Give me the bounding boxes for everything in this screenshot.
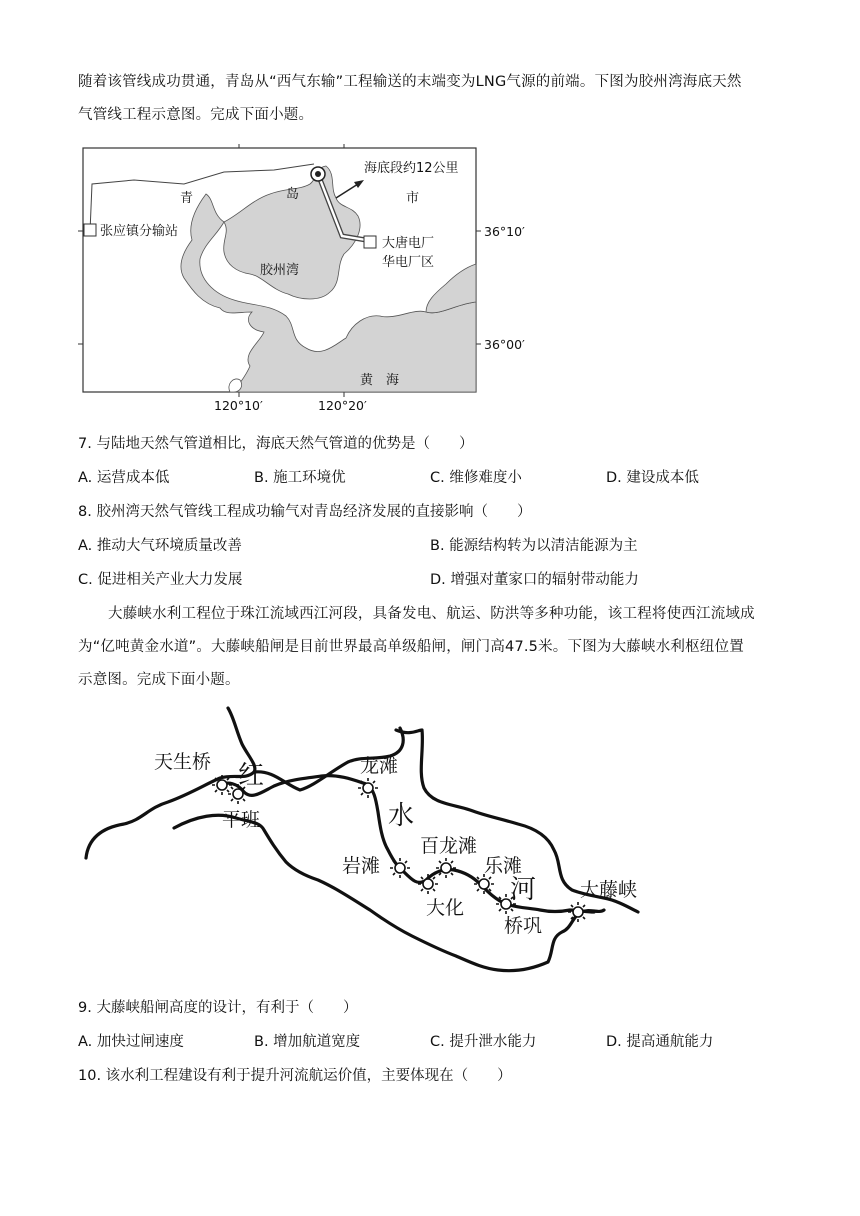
dam-icon (568, 902, 588, 922)
label-he: 河 (510, 875, 537, 905)
label-plant1: 大唐电厂 (382, 236, 435, 251)
label-bailongtan: 百龙滩 (420, 835, 478, 857)
basin-boundary-south (174, 815, 604, 970)
dam-icon (358, 778, 378, 798)
label-bay: 胶州湾 (260, 263, 300, 278)
q9-option-c[interactable]: C. 提升泄水能力 (430, 1034, 537, 1050)
intro2-line3: 示意图。完成下面小题。 (78, 672, 240, 688)
intro-paragraph-2 (78, 598, 788, 697)
label-tianshengqiao: 天生桥 (154, 751, 212, 773)
q7-option-b[interactable]: B. 施工环境优 (254, 470, 346, 486)
q9-option-d[interactable]: D. 提高通航能力 (606, 1034, 714, 1050)
q7-option-c[interactable]: C. 维修难度小 (430, 470, 522, 486)
question-7-stem: 7. 与陆地天然气管道相比，海底天然气管道的优势是（ ） (78, 436, 474, 452)
label-qing: 青 (180, 191, 194, 206)
label-longtan: 龙滩 (360, 755, 399, 777)
q9-option-b[interactable]: B. 增加航道宽度 (254, 1034, 361, 1050)
datengxia-location-map (78, 700, 658, 985)
q8-option-b[interactable]: B. 能源结构转为以清洁能源为主 (430, 538, 638, 554)
intro2-line1: 大藤峡水利工程位于珠江流域西江河段，具备发电、航运、防洪等多种功能，该工程将使西江流域成 (108, 606, 755, 622)
q8-option-d[interactable]: D. 增强对董家口的辐射带动能力 (430, 572, 639, 588)
jiaozhou-bay-pipeline-map (74, 144, 525, 414)
datang-plant-marker (364, 236, 376, 248)
q7-option-a[interactable]: A. 运营成本低 (78, 470, 170, 486)
q7-option-d[interactable]: D. 建设成本低 (606, 470, 699, 486)
label-dao: 岛 (286, 187, 300, 202)
dam-icon (390, 858, 410, 878)
q9-option-a[interactable]: A. 加快过闸速度 (78, 1034, 184, 1050)
label-yantan: 岩滩 (342, 855, 381, 877)
label-shui: 水 (388, 801, 415, 831)
label-datengxia: 大藤峡 (580, 879, 638, 901)
q8-option-a[interactable]: A. 推动大气环境质量改善 (78, 538, 242, 554)
dam-icon (436, 858, 456, 878)
label-letan: 乐滩 (484, 855, 523, 877)
label-plant2: 华电厂区 (382, 255, 435, 270)
question-8-stem: 8. 胶州湾天然气管线工程成功输气对青岛经济发展的直接影响（ ） (78, 504, 532, 520)
lat-36-00: 36°00′ (484, 337, 525, 352)
label-shi: 市 (406, 191, 420, 206)
dam-icon (418, 874, 438, 894)
dam-icon (212, 775, 232, 795)
q8-option-c[interactable]: C. 促进相关产业大力发展 (78, 572, 243, 588)
dam-icon (474, 874, 494, 894)
lat-36-10: 36°10′ (484, 224, 525, 239)
lon-120-20: 120°20′ (318, 398, 367, 413)
label-station: 张应镇分输站 (100, 224, 179, 239)
label-undersea: 海底段约12公里 (364, 161, 459, 176)
question-10-stem: 10. 该水利工程建设有利于提升河流航运价值，主要体现在（ ） (78, 1068, 512, 1084)
intro2-line2: 为“亿吨黄金水道”。大藤峡船闸是目前世界最高单级船闸，闸门高47.5米。下图为大藤峡水利枢纽位置 (78, 639, 744, 655)
label-sea: 黄 海 (360, 373, 400, 388)
intro1-line1: 随着该管线成功贯通，青岛从“西气东输”工程输送的末端变为LNG气源的前端。下图为胶州湾海底天然 (78, 74, 742, 90)
label-pingban: 平班 (222, 809, 261, 831)
question-9-stem: 9. 大藤峡船闸高度的设计，有利于（ ） (78, 1000, 358, 1016)
intro1-line2: 气管线工程示意图。完成下面小题。 (78, 107, 314, 123)
lon-120-10: 120°10′ (214, 398, 263, 413)
label-qiaogong: 桥巩 (504, 915, 543, 937)
intro-paragraph-1 (78, 66, 788, 132)
zhangying-station-marker (84, 224, 96, 236)
label-dahua: 大化 (426, 897, 465, 919)
label-hong: 红 (238, 761, 265, 791)
